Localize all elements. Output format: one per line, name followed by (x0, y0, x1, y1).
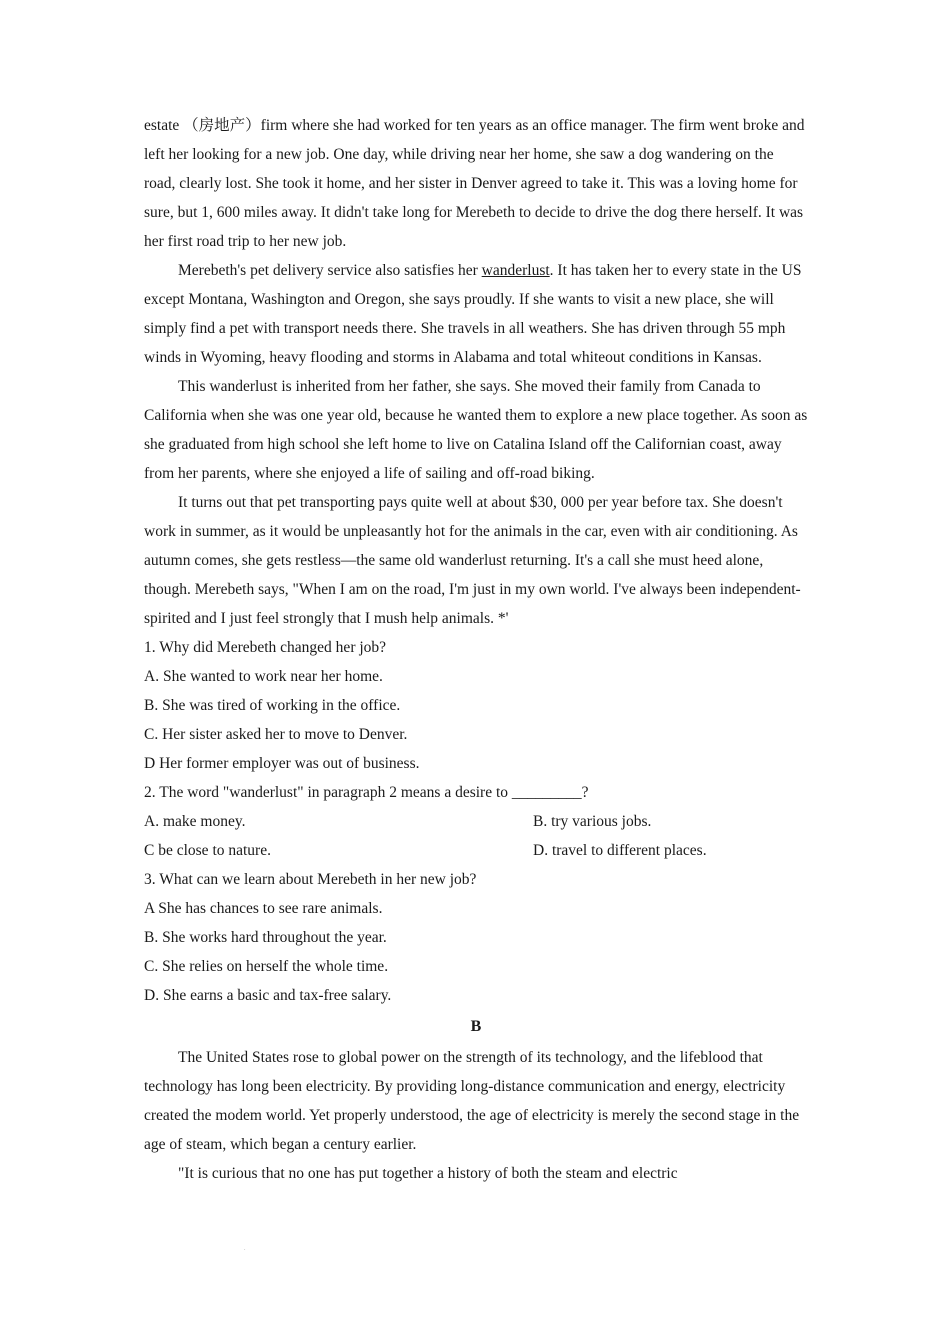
question-option: C. Her sister asked her to move to Denver. (144, 726, 408, 743)
option-row (144, 807, 808, 836)
section-b-paragraph-2: "It is curious that no one has put together a history of both the steam and electric (178, 1165, 678, 1182)
question-option: B. She works hard throughout the year. (144, 929, 387, 946)
underlined-word-wanderlust: wanderlust (481, 262, 550, 279)
question-option: A She has chances to see rare animals. (144, 900, 383, 917)
question-stem: 2. The word "wanderlust" in paragraph 2 means a desire to _________? (144, 784, 589, 801)
question-option: A. make money. (144, 813, 246, 830)
question-option: B. try various jobs. (533, 813, 652, 830)
option-row (144, 836, 808, 865)
question-1 (144, 633, 808, 778)
question-option: C. She relies on herself the whole time. (144, 958, 389, 975)
question-option: D. She earns a basic and tax-free salary. (144, 987, 392, 1004)
question-2 (144, 778, 808, 865)
question-option: B. She was tired of working in the office. (144, 697, 401, 714)
question-option: D. travel to different places. (533, 842, 707, 859)
question-stem: 1. Why did Merebeth changed her job? (144, 639, 387, 656)
question-3 (144, 865, 808, 1010)
passage-a-paragraph-1: estate （房地产）firm where she had worked for ten years as an office manager. The firm went broke and left her looking for a new job. One day, while driving near her home, she saw a dog wandering on the road, clearly lost. She took it home, and her sister in Denver agreed to take it. This was a loving home for sure, but 1, 600 miles away. It didn't take long for Merebeth to decide to drive the dog there herself. It was her first road trip to her new job. (144, 117, 805, 250)
paragraph-2-text-before: Merebeth's pet delivery service also satisfies her (178, 262, 482, 279)
footer-mark: . (244, 1246, 246, 1252)
question-option: D Her former employer was out of business. (144, 755, 420, 772)
question-stem: 3. What can we learn about Merebeth in her new job? (144, 871, 477, 888)
question-option: A. She wanted to work near her home. (144, 668, 383, 685)
passage-a-paragraph-3: This wanderlust is inherited from her father, she says. She moved their family from Canada to California when she was one year old, because he wanted them to explore a new place together. As soon as she graduated from high school she left home to live on Catalina Island off the Californian coast, away from her parents, where she enjoyed a life of sailing and off-road biking. (144, 378, 808, 482)
paragraph-2-text-after: . It has taken her to every state in the US except Montana, Washington and Oregon, she says proudly. If she wants to visit a new place, she will simply find a pet with transport needs there. She travels in all weathers. She has driven through 55 mph winds in Wyoming, heavy flooding and storms in Alabama and total whiteout conditions in Kansas. (144, 262, 802, 366)
passage-a-paragraph-4: It turns out that pet transporting pays quite well at about $30, 000 per year before tax. She doesn't work in summer, as it would be unpleasantly hot for the animals in the car, even with air conditioning. As autumn comes, she gets restless—the same old wanderlust returning. It's a call she must heed alone, though. Merebeth says, "When I am on the road, I'm just in my own world. I've always been independent-spirited and I just feel strongly that I mush help animals. *' (144, 494, 801, 627)
section-b-heading: B (470, 1018, 482, 1035)
question-option: C be close to nature. (144, 842, 271, 859)
passage-a-paragraph-2 (144, 256, 808, 372)
document-body (144, 111, 808, 1188)
section-b-paragraph-1: The United States rose to global power on the strength of its technology, and the lifeblood that technology has long been electricity. By providing long-distance communication and energy, electricity created the modem world. Yet properly understood, the age of electricity is merely the second stage in the age of steam, which began a century earlier. (144, 1049, 800, 1153)
